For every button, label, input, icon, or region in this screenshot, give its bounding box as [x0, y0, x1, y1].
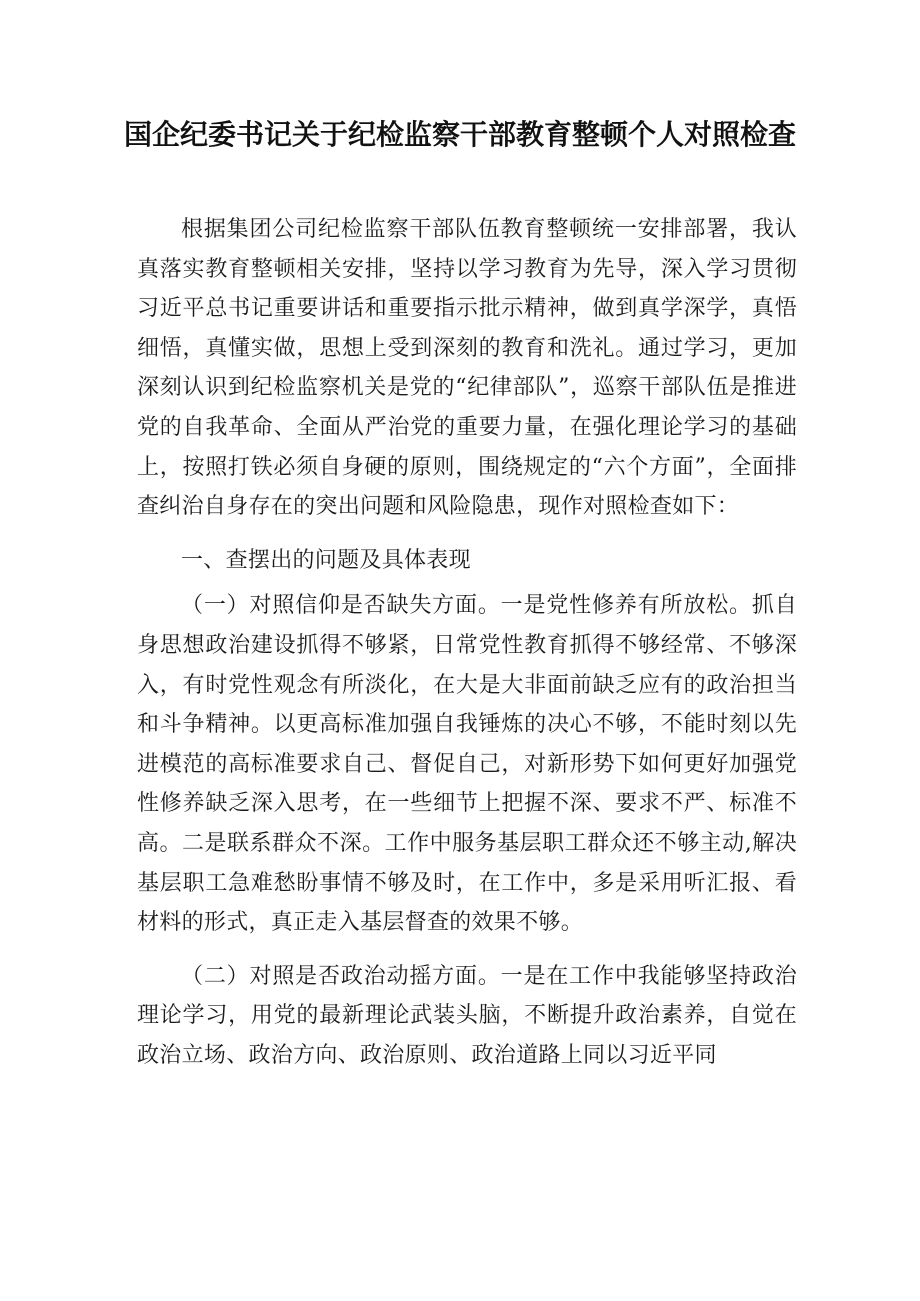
intro-paragraph: 根据集团公司纪检监察干部队伍教育整顿统一安排部署，我认真落实教育整顿相关安排，坚持以学习教育为先导，深入学习贯彻习近平总书记重要讲话和重要指示批示精神，做到真学深学，真悟细悟，真懂实做，思想上受到深刻的教育和洗礼。通过学习，更加深刻认识到纪检监察机关是党的“纪律部队”，巡察干部队伍是推进党的自我革命、全面从严治党的重要力量，在强化理论学习的基础上，按照打铁必须自身硬的原则，围绕规定的“六个方面”，全面排查纠治自身存在的突出问题和风险隐患，现作对照检查如下：: [137, 217, 797, 520]
section-1-paragraph: （一）对照信仰是否缺失方面。一是党性修养有所放松。抓自身思想政治建设抓得不够紧，日常党性教育抓得不够经常、不够深入，有时党性观念有所淡化，在大是大非面前缺乏应有的政治担当和斗争精神。以更高标准加强自我锤炼的决心不够，不能时刻以先进模范的高标准要求自己、督促自己，对新形势下如何更好加强党性修养缺乏深入思考，在一些细节上把握不深、要求不严、标准不高。二是联系群众不深。工作中服务基层职工群众还不够主动,解决基层职工急难愁盼事情不够及时，在工作中，多是采用听汇报、看材料的形式，真正走入基层督查的效果不够。: [137, 593, 797, 936]
section-heading: 一、查摆出的问题及具体表现: [181, 547, 471, 573]
document-body: [137, 210, 797, 1075]
section-2-paragraph: （二）对照是否政治动摇方面。一是在工作中我能够坚持政治理论学习，用党的最新理论武装头脑，不断提升政治素养，自觉在政治立场、政治方向、政治原则、政治道路上同以习近平同: [137, 963, 797, 1068]
document-title: 国企纪委书记关于纪检监察干部教育整顿个人对照检查: [123, 118, 796, 151]
